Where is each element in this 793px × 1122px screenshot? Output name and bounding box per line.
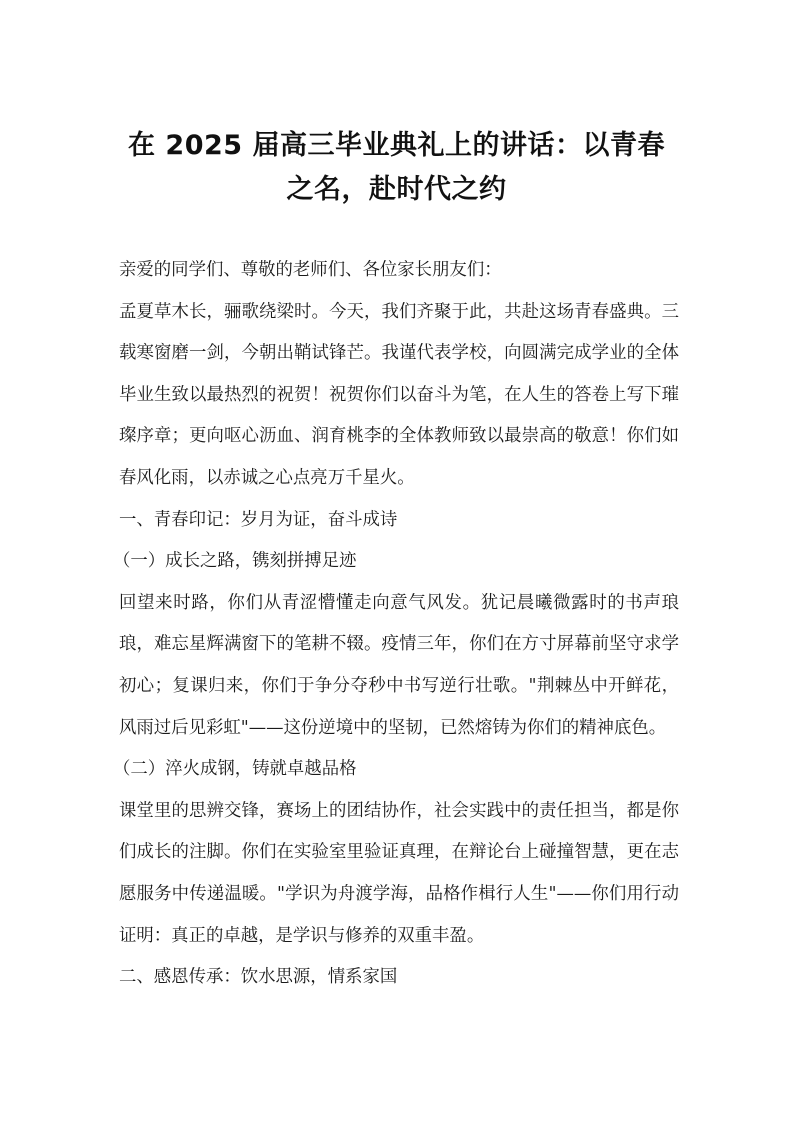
salutation: 亲爱的同学们、尊敬的老师们、各位家长朋友们：	[119, 260, 502, 280]
body-paragraph: 课堂里的思辨交锋，赛场上的团结协作，社会实践中的责任担当，都是你们成长的注脚。你们在实验室里验证真理，在辩论台上碰撞智慧，更在志愿服务中传递温暖。"学识为舟渡学海，品格作楫行人生"——你们用行动证明：真正的卓越，是学识与修养的双重丰盈。	[119, 800, 679, 946]
body-paragraph: 回望来时路，你们从青涩懵懂走向意气风发。犹记晨曦微露时的书声琅琅，难忘星辉满窗下的笔耕不辍。疫情三年，你们在方寸屏幕前坚守求学初心；复课归来，你们于争分夺秒中书写逆行壮歌。"荆棘丛中开鲜花，风雨过后见彩虹"——这份逆境中的坚韧，已然熔铸为你们的精神底色。	[119, 592, 679, 738]
title-line-1: 在 2025 届高三毕业典礼上的讲话：以青春	[128, 130, 665, 161]
section-heading: 二、感恩传承：饮水思源，情系家国	[119, 967, 398, 988]
body-paragraph: 孟夏草木长，骊歌绕梁时。今天，我们齐聚于此，共赴这场青春盛典。三载寒窗磨一剑，今朝出鞘试锋芒。我谨代表学校，向圆满完成学业的全体毕业生致以最热烈的祝贺！祝贺你们以奋斗为笔，在人生的答卷上写下璀璨序章；更向呕心沥血、润育桃李的全体教师致以最崇高的敬意！你们如春风化雨，以赤诚之心点亮万千星火。	[119, 301, 679, 488]
subsection-heading: （一）成长之路，镌刻拼搏足迹	[113, 551, 357, 572]
subsection-heading: （二）淬火成钢，铸就卓越品格	[113, 759, 357, 780]
document-body	[113, 250, 679, 999]
document-title	[110, 124, 683, 212]
section-heading: 一、青春印记：岁月为证，奋斗成诗	[119, 509, 398, 530]
title-line-2: 之名，赴时代之约	[286, 174, 507, 205]
